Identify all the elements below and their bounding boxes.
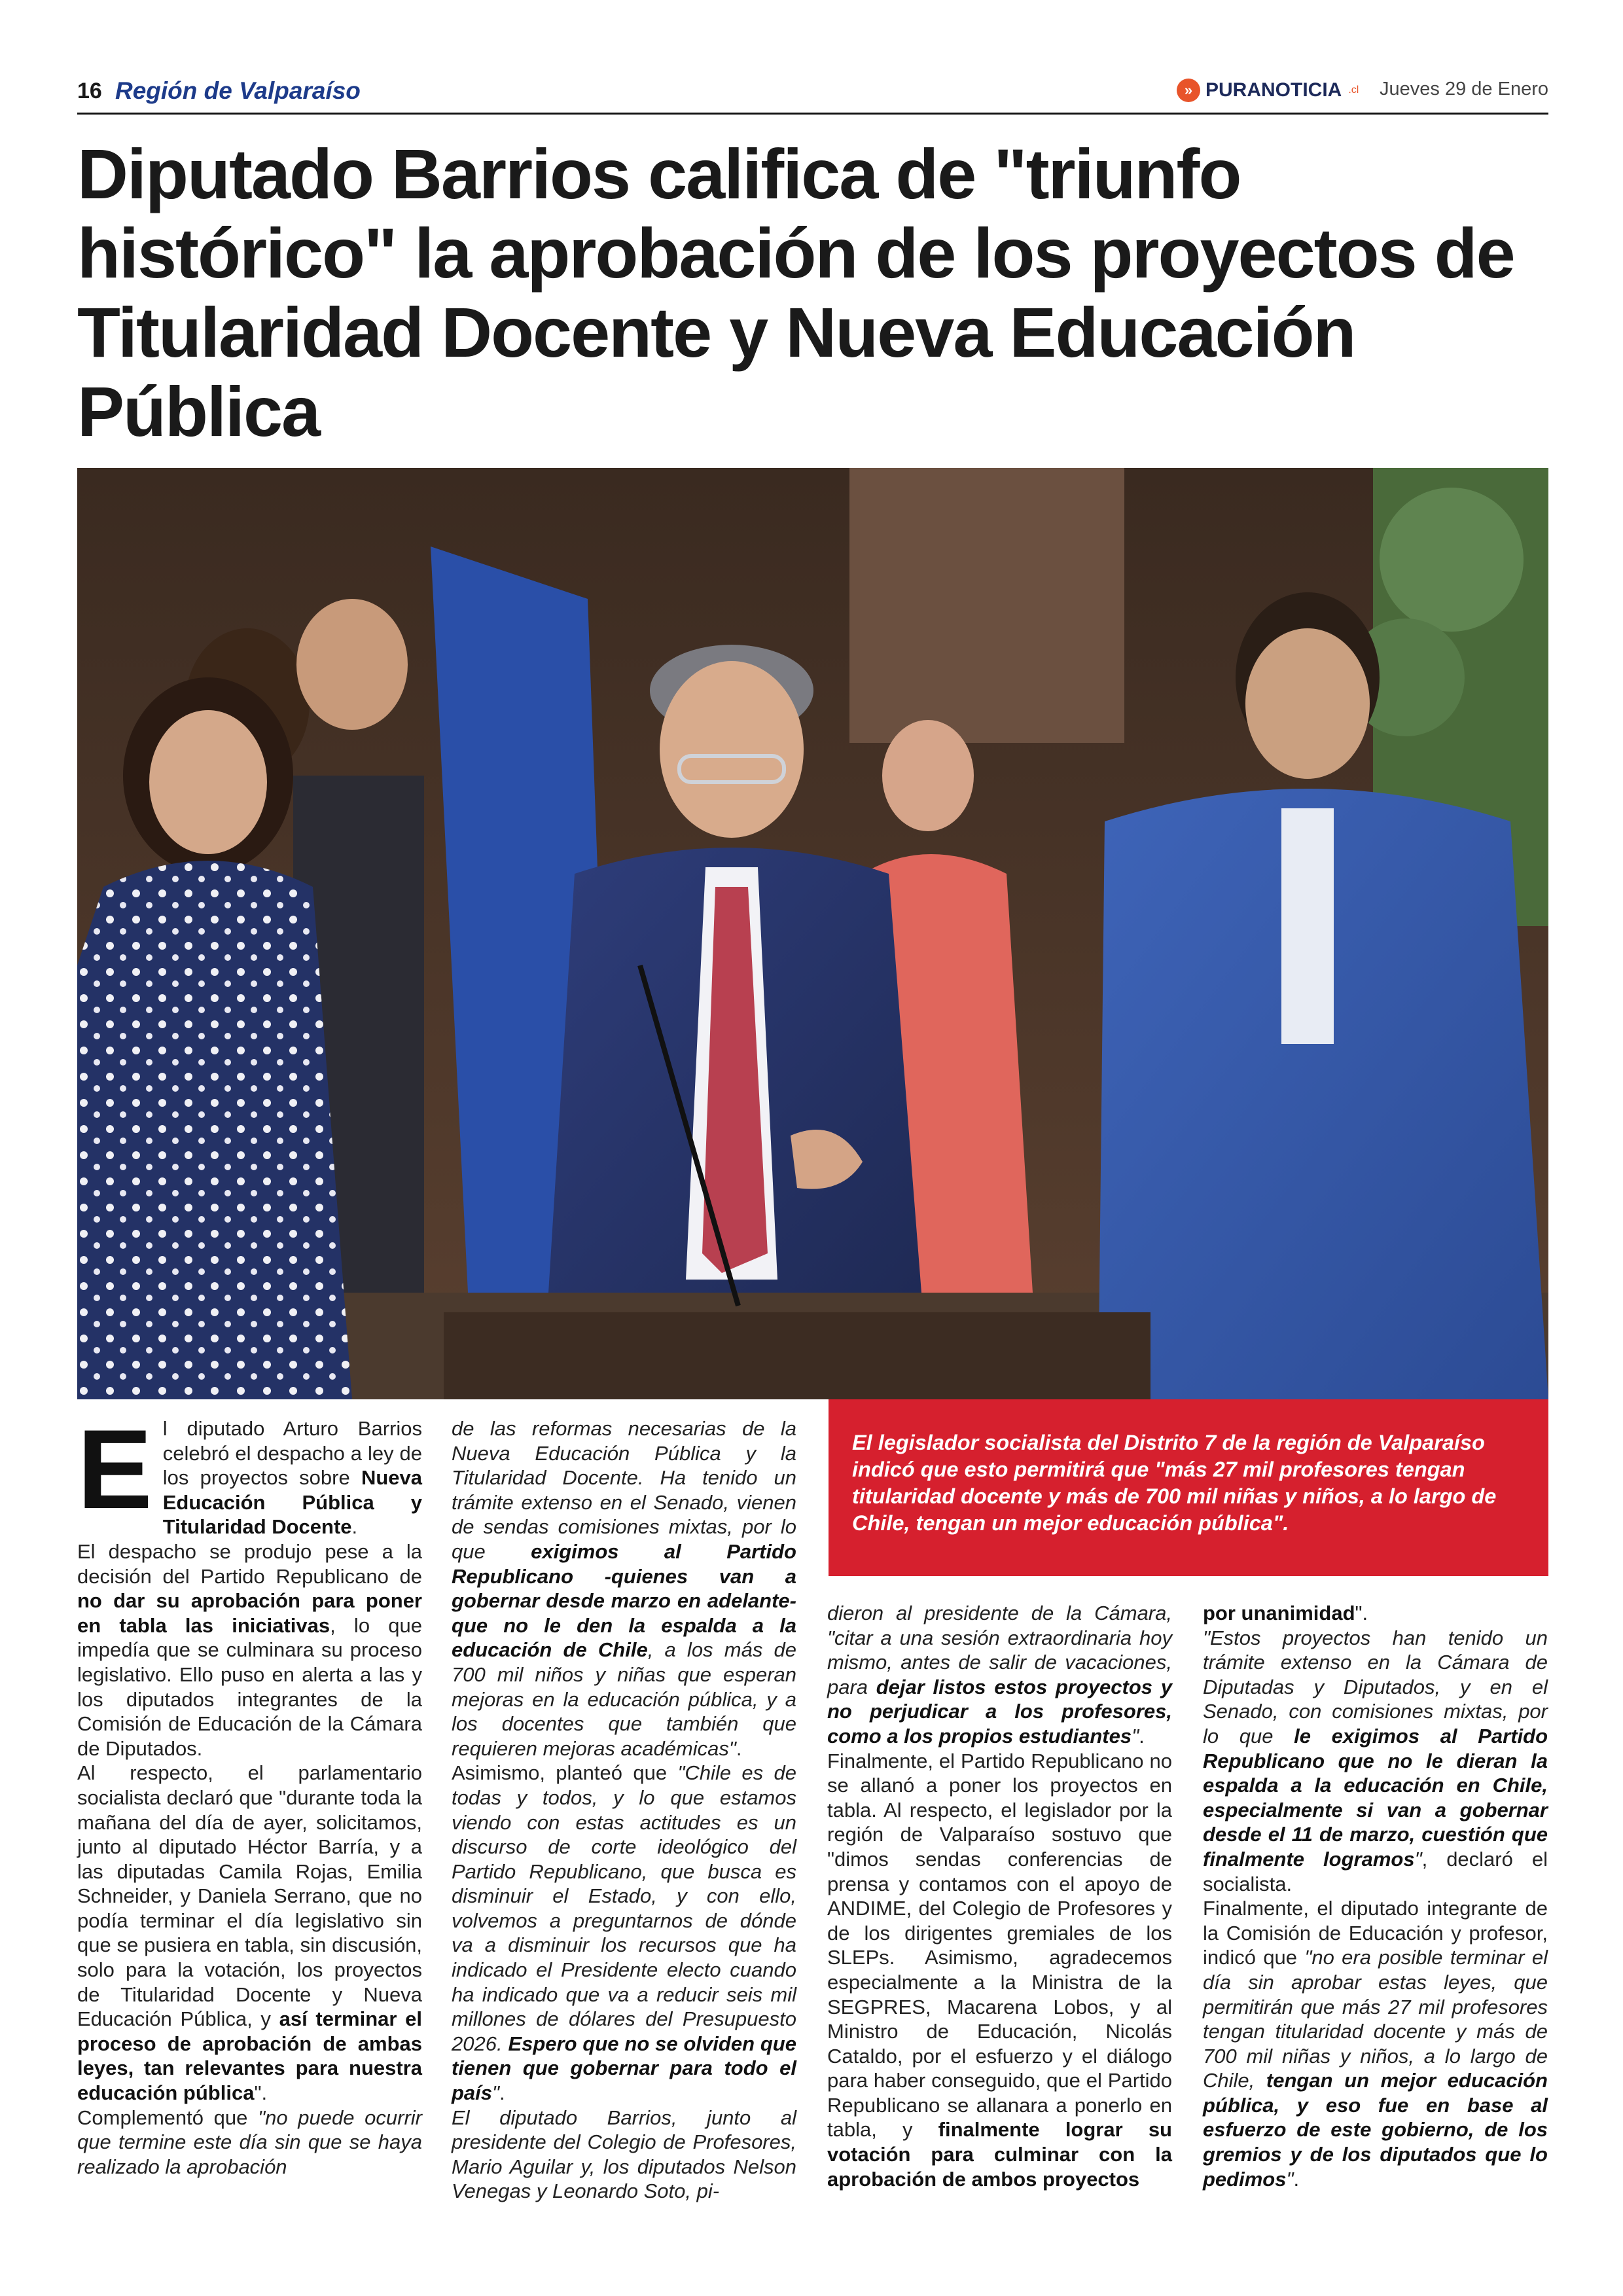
article-column-3	[827, 1601, 1172, 2191]
section-name: Región de Valparaíso	[115, 77, 361, 104]
press-conference-photo	[77, 468, 1548, 1399]
brand-logo	[1177, 79, 1359, 102]
paragraph: dieron al presidente de la Cámara, "citar a una sesión extraordinaria hoy mismo, antes de salir de vacaciones, para dejar listos estos proyectos y no perjudicar a los profesores, como a los propios estudiantes".	[827, 1602, 1172, 1748]
header-rule	[77, 113, 1548, 115]
issue-date: Jueves 29 de Enero	[1380, 79, 1548, 99]
page-header	[77, 73, 1548, 113]
brand-name: PURANOTICIA	[1205, 79, 1342, 101]
article-column-1	[77, 1407, 422, 2179]
article-column-2	[452, 1416, 796, 2204]
paragraph: Finalmente, el Partido Republicano no se allanó a poner los proyectos en tabla. Al respecto, el legislador por la región de Valparaíso sostuvo que "dimos sendas conferencias de prensa y contamos con el apoyo de ANDIME, del Colegio de Profesores y de los dirigentes gremiales de los SLEPs. Asimismo, agradecemos especialmente a la Ministra de la SEGPRES, Macarena Lobos, y al Ministro de Educación, Nicolás Cataldo, por el esfuerzo y el diálogo para haber conseguido, que el Partido Republicano se allanara a ponerlo en tabla, y finalmente lograr su votación para culminar con la aprobación de ambos proyectos	[827, 1749, 1172, 2191]
brand-suffix: .cl	[1348, 84, 1359, 96]
paragraph: Asimismo, planteó que "Chile es de todas y todos, y lo que estamos viendo con estas actitudes es un discurso de corte ideológico del Partido Republicano, que busca es disminuir el Estado, y con ello, volvemos a preguntarnos de dónde va a disminuir los recursos que ha indicado el Presidente electo cuando ha indicado que va a reducir seis mil millones de dólares del Presupuesto 2026. Espero que no se olviden que tienen que gobernar para todo el país".	[452, 1761, 796, 2105]
paragraph: de las reformas necesarias de la Nueva Educación Pública y la Titularidad Docente. Ha tenido un trámite extenso en el Senado, vienen de sendas comisiones mixtas, por lo que exigimos al Partido Republicano -quienes van a gobernar desde marzo en adelante- que no le den la espalda a la educación de Chile, a los más de 700 mil niños y niñas que esperan mejoras en la educación pública, y a los docentes que también que requieren mejoras académicas".	[452, 1417, 796, 1760]
play-icon: »	[1177, 79, 1200, 102]
paragraph: El diputado Arturo Barrios celebró el despacho a ley de los proyectos sobre Nueva Educación Pública y Titularidad Docente.	[77, 1407, 422, 1539]
paragraph: El diputado Barrios, junto al presidente del Colegio de Profesores, Mario Aguilar y, los diputados Nelson Venegas y Leonardo Soto, pi-	[452, 2106, 796, 2203]
paragraph: Al respecto, el parlamentario socialista declaró que "durante toda la mañana del día de ayer, solicitamos, junto al diputado Héctor Barría, y a las diputadas Camila Rojas, Emilia Schneider, y Daniela Serrano, que no podía terminar el día legislativo sin que se pusiera en tabla, sin discusión, solo para la votación, los proyectos de Titularidad Docente y Nueva Educación Pública, y así terminar el proceso de aprobación de ambas leyes, tan relevantes para nuestra educación pública".	[77, 1761, 422, 2105]
paragraph: por unanimidad".	[1203, 1602, 1368, 1624]
paragraph: Finalmente, el diputado integrante de la Comisión de Educación y profesor, indicó que "no era posible terminar el día sin aprobar estas leyes, que permitirán que más 27 mil profesores tengan titularidad docente y más de 700 mil niñas y niños, a lo largo de Chile, tengan un mejor educación pública, y eso fue en base al esfuerzo de este gobierno, de los gremios y de los diputados que lo pedimos".	[1203, 1897, 1548, 2191]
page-number: 16	[77, 79, 102, 103]
dropcap: E	[77, 1407, 152, 1532]
paragraph: El despacho se produjo pese a la decisión del Partido Republicano de no dar su aprobación para poner en tabla las iniciativas, lo que impedía que se culminara su proceso legislativo. Ello puso en alerta a las y los diputados integrantes de la Comisión de Educación de la Cámara de Diputados.	[77, 1539, 422, 1760]
headline: Diputado Barrios califica de "triunfo histórico" la aprobación de los proyectos de Titularidad Docente y Nueva Educación Pública	[77, 134, 1514, 451]
paragraph: "Estos proyectos han tenido un trámite extenso en la Cámara de Diputadas y Diputados, y en el Senado, con comisiones mixtas, por lo que le exigimos al Partido Republicano que no le dieran la espalda a la educación en Chile, especialmente si van a gobernar desde el 11 de marzo, cuestión que finalmente logramos", declaró el socialista.	[1203, 1626, 1548, 1895]
paragraph: Complementó que "no puede ocurrir que termine este día sin que se haya realizado la aprobación	[77, 2106, 422, 2178]
article-column-4	[1203, 1601, 1548, 2191]
pull-quote	[829, 1399, 1548, 1576]
pull-quote-text: El legislador socialista del Distrito 7 de la región de Valparaíso indicó que esto permitirá que "más 27 mil profesores tengan titularidad docente y más de 700 mil niñas y niños, a lo largo de Chile, tengan un mejor educación pública".	[852, 1431, 1497, 1535]
